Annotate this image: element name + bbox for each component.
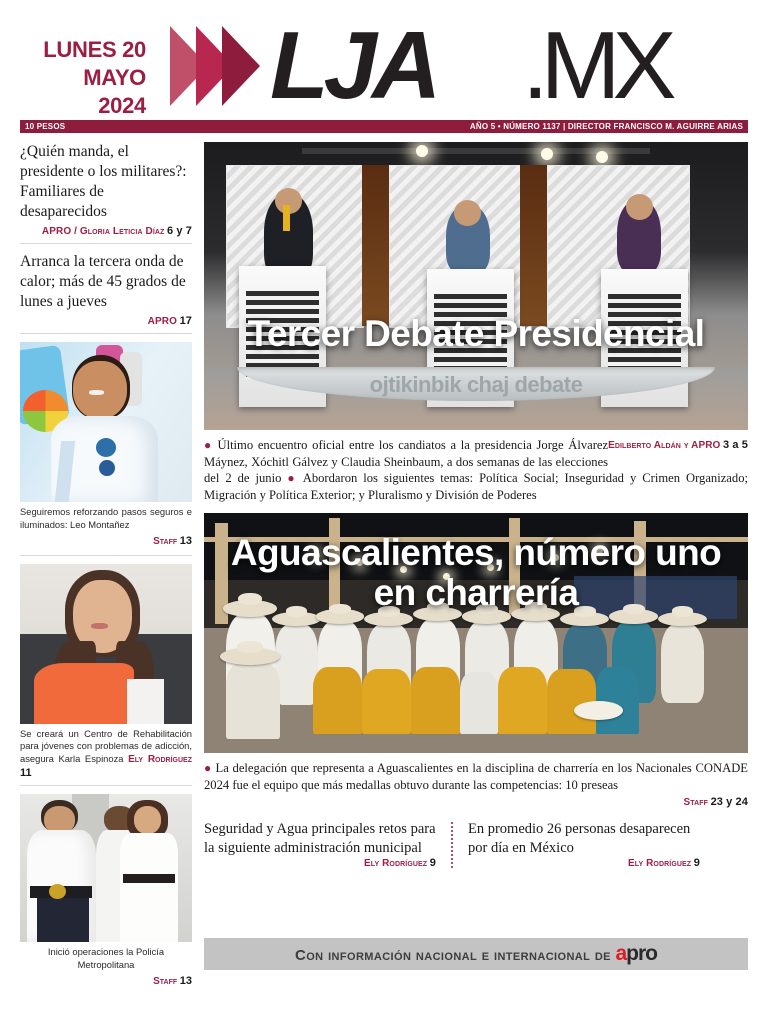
publication-date bbox=[20, 36, 146, 120]
stage-screen-text: ojtikinbik chaj debate bbox=[369, 372, 583, 398]
page-ref: 6 y 7 bbox=[167, 225, 192, 237]
bullet-icon: ● bbox=[287, 471, 298, 486]
bottom-byline-1: Ely Rodríguez 9 bbox=[363, 857, 436, 870]
masthead bbox=[0, 0, 768, 131]
photo-leo-montanez[interactable] bbox=[20, 342, 192, 502]
price-edition-bar bbox=[20, 120, 748, 133]
main-column bbox=[204, 142, 748, 872]
summary-text-1: Último encuentro oficial entre los candiatos a la presidencia Jorge Álvarez Máynez, Xóchitl Gálvez y Claudia Sheinbaum, a dos semanas de las elecciones del 2 de junio bbox=[204, 438, 609, 486]
column-divider bbox=[451, 822, 453, 868]
photo-caption-3: Inició operaciones la Policía Metropolitana bbox=[47, 946, 165, 970]
divider bbox=[20, 333, 192, 334]
hero-summary-charreria bbox=[204, 760, 748, 811]
apro-logo-pro: pro bbox=[626, 942, 657, 965]
logo-suffix: .MX bbox=[522, 12, 669, 119]
hero-byline-charreria: Staff 23 y 24 bbox=[683, 795, 748, 808]
hero-summary-debate bbox=[204, 437, 748, 503]
apro-logo-a: a bbox=[615, 942, 627, 965]
divider bbox=[20, 555, 192, 556]
left-column bbox=[20, 142, 192, 989]
photo-credit-2: Ely Rodríguez bbox=[128, 753, 193, 765]
page-ref: 23 y 24 bbox=[710, 795, 748, 808]
page-ref: 17 bbox=[179, 315, 192, 327]
bullet-icon: ● bbox=[204, 438, 213, 452]
bottom-headline-1[interactable]: Seguridad y Agua principales retos para la siguiente administración municipal bbox=[204, 821, 436, 856]
hero-headline-charreria-line1: Aguascalientes, número uno bbox=[230, 532, 722, 574]
footer-text-row bbox=[204, 942, 748, 965]
hero-photo-charreria[interactable] bbox=[204, 513, 748, 753]
footer-text: Con información nacional e internacional de bbox=[294, 947, 611, 964]
hero-headline-debate[interactable]: Tercer Debate Presidencial bbox=[247, 313, 705, 354]
page-ref: 9 bbox=[693, 857, 700, 870]
photo-caption-2: Se creará un Centro de Rehabilitación para jóvenes con problemas de adicción, asegura Karla Espinoza Ely Rodríguez 11 bbox=[20, 727, 193, 779]
bottom-story-1[interactable] bbox=[204, 820, 436, 871]
page-ref: 13 bbox=[179, 975, 192, 988]
date-line-3: 2024 bbox=[98, 93, 146, 118]
logo-wordmark: LJA bbox=[270, 12, 437, 119]
hero-photo-debate[interactable] bbox=[204, 142, 748, 430]
divider bbox=[20, 243, 192, 244]
date-line-1: LUNES 20 bbox=[43, 37, 146, 62]
chevron-icon-3 bbox=[222, 26, 260, 106]
summary-text-charreria: La delegación que representa a Aguascalientes en la disciplina de charrería en los Nacionales CONADE 2024 fue el equipo que más medallas obtuvo durante las competencias: 10 preseas bbox=[204, 761, 748, 792]
stage-led-screen bbox=[237, 367, 716, 401]
bottom-stories bbox=[204, 820, 748, 872]
lead-headline-1[interactable]: ¿Quién manda, el presidente o los militares?: Familiares de desaparecidos bbox=[20, 143, 187, 220]
hero-headline-charreria[interactable] bbox=[204, 533, 748, 613]
footer-bar bbox=[204, 938, 748, 970]
bottom-headline-2[interactable]: En promedio 26 personas desaparecen por día en México bbox=[468, 821, 691, 856]
page-ref: 13 bbox=[179, 535, 192, 548]
bottom-byline-2: Ely Rodríguez 9 bbox=[627, 857, 700, 870]
bullet-icon: ● bbox=[204, 761, 212, 776]
photo-credit-1: Staff 13 bbox=[153, 535, 192, 548]
page-ref: 3 a 5 bbox=[723, 439, 748, 451]
hero-headline-charreria-line2: en charrería bbox=[373, 572, 579, 614]
lja-mx-logo[interactable] bbox=[170, 12, 750, 119]
summary-text-2: Abordaron los siguientes temas: Política Social; Inseguridad y Crimen Organizado; Migración y Política Exterior; y Pluralismo y División de Poderes bbox=[204, 471, 748, 502]
lead-byline-1: APRO / Gloria Leticia Díaz 6 y 7 bbox=[41, 225, 192, 237]
bottom-story-2[interactable] bbox=[468, 820, 700, 871]
date-line-2: MAYO bbox=[83, 65, 146, 90]
edition-info: AÑO 5 • NÚMERO 1137 | DIRECTOR FRANCISCO M. AGUIRRE ARIAS bbox=[469, 122, 743, 131]
divider bbox=[20, 785, 192, 786]
photo-credit-3: Staff 13 bbox=[153, 975, 192, 988]
lead-byline-2: APRO 17 bbox=[147, 315, 192, 327]
hero-byline-debate: Edilberto Aldán y APRO 3 a 5 bbox=[608, 439, 748, 451]
apro-logo[interactable] bbox=[615, 942, 657, 965]
photo-karla-espinoza[interactable] bbox=[20, 564, 192, 724]
lead-headline-2[interactable]: Arranca la tercera onda de calor; más de 45 grados de lunes a jueves bbox=[20, 253, 186, 310]
photo-policia-metropolitana[interactable] bbox=[20, 794, 192, 942]
page-ref: 11 bbox=[20, 766, 32, 779]
price-label: 10 PESOS bbox=[25, 122, 66, 131]
page-ref: 9 bbox=[429, 857, 436, 870]
photo-caption-1: Seguiremos reforzando pasos seguros e iluminados: Leo Montañez bbox=[20, 506, 192, 530]
